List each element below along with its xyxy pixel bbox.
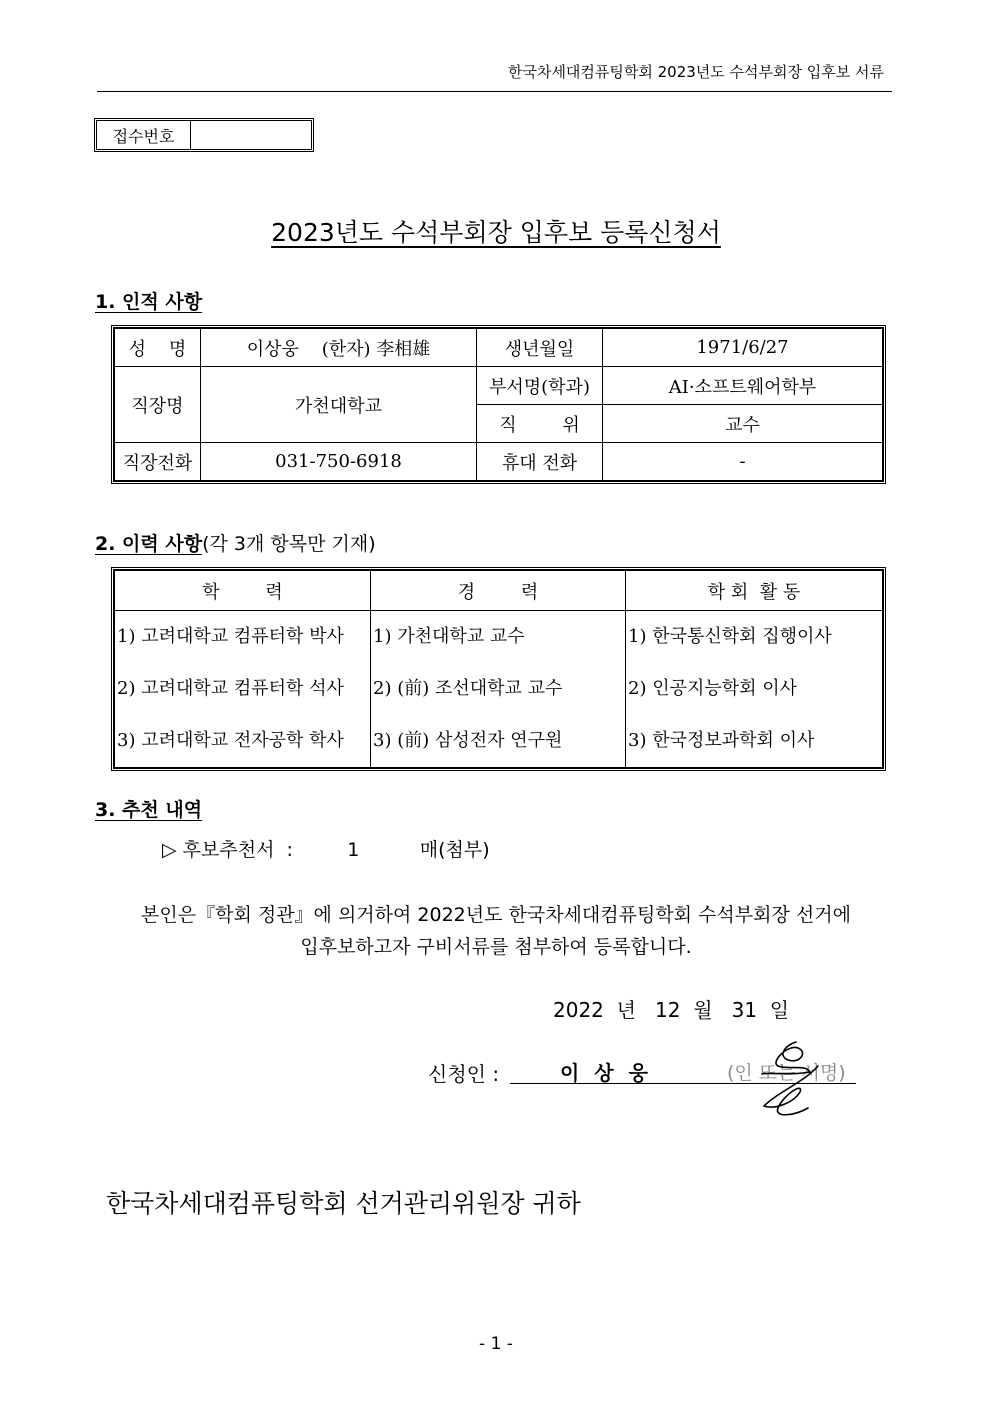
name-label: 성 명 (115, 329, 201, 367)
date-day-unit: 일 (769, 998, 790, 1022)
recommendation-count: 1 (347, 839, 360, 861)
section2-heading (95, 529, 376, 556)
education-list (115, 611, 371, 768)
department-value: AI·소프트웨어학부 (603, 367, 883, 405)
section2-heading-text: 2. 이력 사항 (95, 533, 203, 555)
column-header-society: 학 회 활 동 (626, 571, 883, 611)
education-item: 1) 고려대학교 컴퓨터학 박사 (117, 626, 344, 647)
applicant-label: 신청인 : (428, 1062, 500, 1086)
recommendation-unit: 매(첨부) (419, 839, 490, 861)
applicant-name: 이 상 웅 (560, 1061, 652, 1085)
society-item: 2) 인공지능학회 이사 (628, 678, 798, 699)
work-phone-label: 직장전화 (115, 443, 201, 481)
position-label: 직 위 (477, 405, 603, 443)
education-item: 3) 고려대학교 전자공학 학사 (117, 730, 344, 751)
declaration-line: 본인은『학회 정관』에 의거하여 2022년도 한국차세대컴퓨팅학회 수석부회장 선거에 (141, 904, 851, 926)
career-history-table (111, 567, 886, 771)
position-value: 교수 (603, 405, 883, 443)
birth-value: 1971/6/27 (603, 329, 883, 367)
education-item: 2) 고려대학교 컴퓨터학 석사 (117, 678, 344, 699)
application-date (553, 994, 789, 1023)
declaration-line: 입후보하고자 구비서류를 첨부하여 등록합니다. (300, 936, 692, 958)
personal-info-table (111, 325, 886, 484)
mobile-label: 휴대 전화 (477, 443, 603, 481)
department-label: 부서명(학과) (477, 367, 603, 405)
section2-note: (각 3개 항목만 기재) (202, 533, 376, 555)
section1-heading (95, 287, 202, 314)
society-item: 1) 한국통신학회 집행이사 (628, 626, 832, 647)
workplace-label: 직장명 (115, 367, 201, 443)
section1-heading-text: 1. 인적 사항 (95, 291, 203, 313)
declaration-statement (0, 899, 992, 963)
recommendation-label: ▷ 후보추천서 : (162, 839, 293, 861)
page-number: - 1 - (479, 1334, 513, 1354)
society-list (626, 611, 883, 768)
addressee: 한국차세대컴퓨팅학회 선거관리위원장 귀하 (106, 1189, 581, 1218)
society-item: 3) 한국정보과학회 이사 (628, 730, 815, 751)
recommendation-line (162, 835, 490, 862)
handwritten-signature (748, 1036, 828, 1122)
date-month-unit: 월 (693, 998, 713, 1022)
section3-heading-text: 3. 추천 내역 (95, 799, 203, 821)
section3-heading (95, 795, 202, 822)
running-header: 한국차세대컴퓨팅학회 2023년도 수석부회장 입후보 서류 (507, 63, 884, 81)
name-value: 이상웅 (한자) 李相雄 (201, 329, 477, 367)
receipt-number-value (191, 121, 311, 149)
seal-or-signature-note: (인 또는 서명) (727, 1062, 846, 1084)
date-day: 31 (731, 998, 758, 1022)
mobile-value: - (603, 443, 883, 481)
career-item: 1) 가천대학교 교수 (373, 626, 525, 647)
column-header-education: 학 력 (115, 571, 371, 611)
career-list (371, 611, 626, 768)
birth-label: 생년월일 (477, 329, 603, 367)
date-month: 12 (655, 998, 681, 1022)
receipt-number-label: 접수번호 (97, 121, 191, 149)
work-phone-value: 031-750-6918 (201, 443, 477, 481)
date-year-unit: 년 (616, 998, 636, 1022)
career-item: 3) (前) 삼성전자 연구원 (373, 730, 563, 751)
date-year: 2022 (553, 998, 604, 1022)
header-divider (97, 91, 892, 92)
column-header-career: 경 력 (371, 571, 626, 611)
document-title: 2023년도 수석부회장 입후보 등록신청서 (271, 218, 721, 247)
receipt-number-box (94, 118, 314, 152)
workplace-value: 가천대학교 (201, 367, 477, 443)
career-item: 2) (前) 조선대학교 교수 (373, 678, 563, 699)
